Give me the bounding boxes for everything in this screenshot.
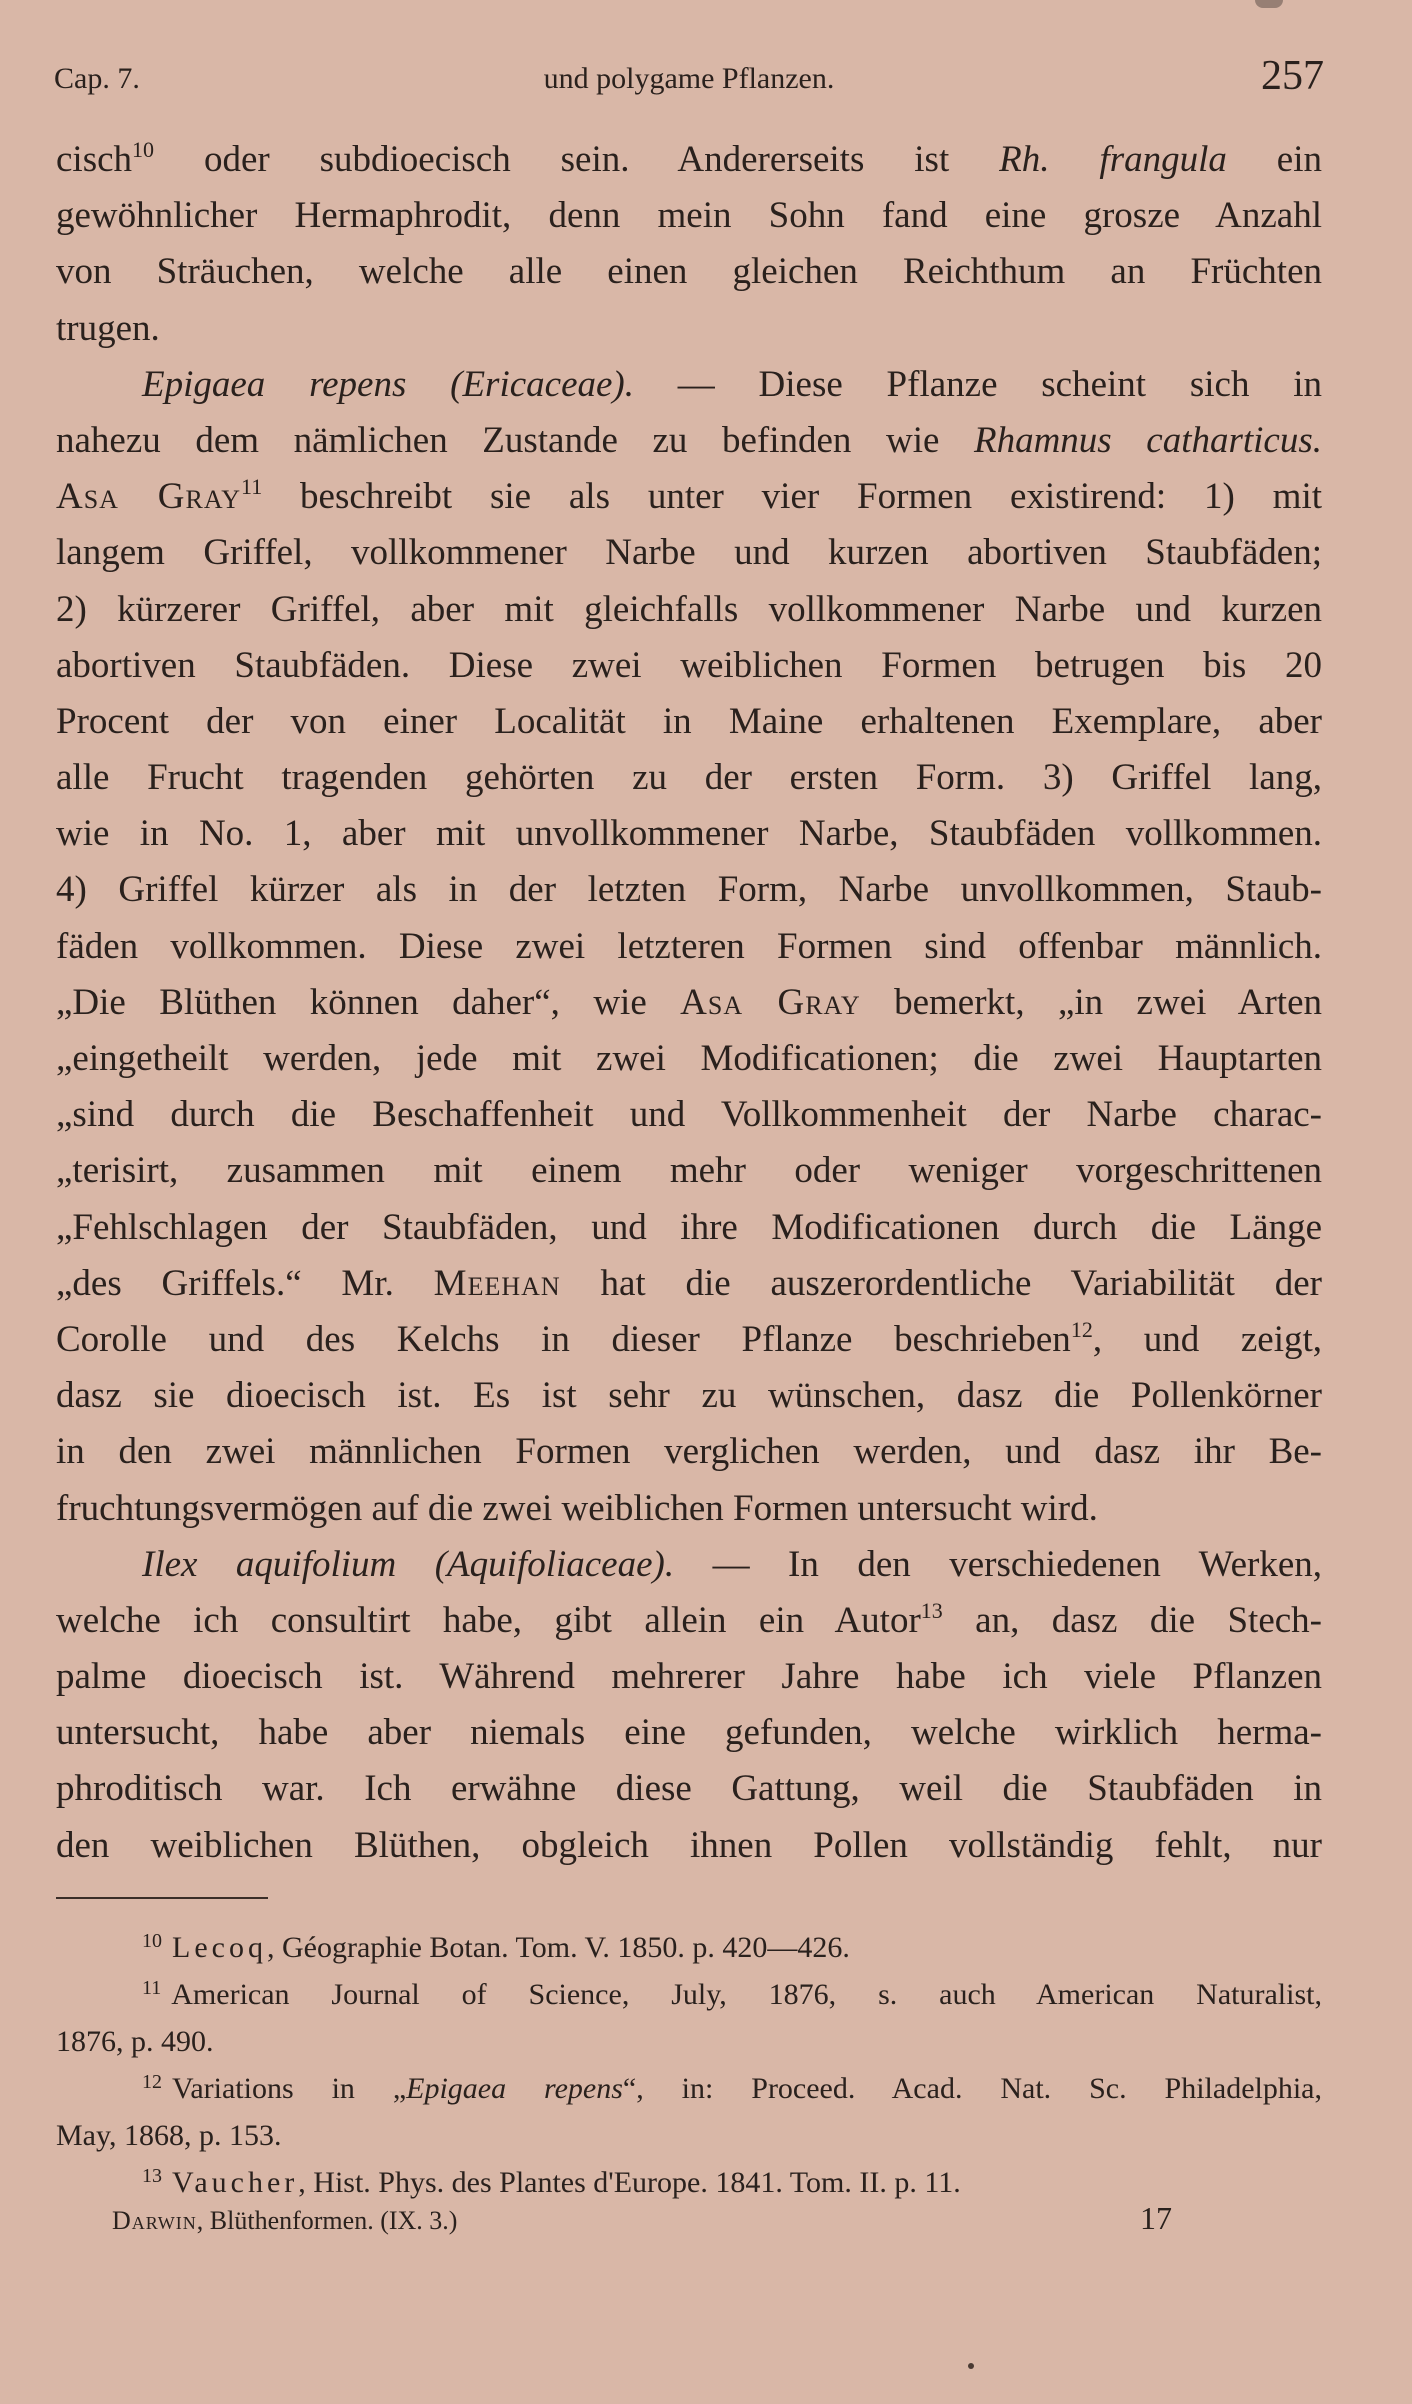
text-line: „des Griffels.“ Mr. Meehan hat die auszerordentliche Variabilität der (56, 1262, 1322, 1304)
text-line: fäden vollkommen. Diese zwei letzteren Formen sind offenbar männlich. (56, 925, 1322, 967)
text-line: nahezu dem nämlichen Zustande zu befinden wie Rhamnus catharticus. (56, 419, 1322, 461)
page-number: 257 (1261, 53, 1324, 99)
text-line: wie in No. 1, aber mit unvollkommener Narbe, Staubfäden vollkommen. (56, 813, 1322, 855)
text-line: 2) kürzerer Griffel, aber mit gleichfalls vollkommener Narbe und kurzen (56, 588, 1322, 630)
text-line: fruchtungsvermögen auf die zwei weiblichen Formen untersucht wird. (56, 1487, 1098, 1529)
text-line: in den zwei männlichen Formen verglichen werden, und dasz ihr Be- (56, 1431, 1322, 1473)
text-line: palme dioecisch ist. Während mehrerer Jahre habe ich viele Pflanzen (56, 1656, 1322, 1698)
footnote-12-cont: May, 1868, p. 153. (56, 2119, 282, 2152)
text-line: gewöhnlicher Hermaphrodit, denn mein Sohn fand eine grosze Anzahl (56, 195, 1322, 237)
footnote-ref[interactable]: 13 (920, 1597, 943, 1623)
footnote-10: $^{10}$ Lecoq, Géographie Botan. Tom. V. 1850. p. 420—426. (142, 1930, 850, 1964)
text-line: von Sträuchen, welche alle einen gleichen Reichthum an Früchten (56, 251, 1322, 293)
text-line: phroditisch war. Ich erwähne diese Gattung, weil die Staubfäden in (56, 1768, 1322, 1810)
footnote-11: $^{11}$ American Journal of Science, July, 1876, s. auch American Naturalist, (142, 1977, 1322, 2011)
text-line: Corolle und des Kelchs in dieser Pflanze beschrieben$^{12}$, und zeigt, (56, 1316, 1322, 1360)
author-name: Asa Gray (56, 476, 242, 518)
text-line: welche ich consultirt habe, gibt allein ein Autor$^{13}$ an, dasz die Stech- (56, 1597, 1322, 1641)
text-line: 4) Griffel kürzer als in der letzten Form, Narbe unvollkommen, Staub- (56, 869, 1322, 911)
footnote-divider (56, 1897, 268, 1899)
signature-text: Darwin, Blüthenformen. (IX. 3.) (112, 2206, 458, 2235)
text-line: Ilex aquifolium (Aquifoliaceae). — In den verschiedenen Werken, (142, 1543, 1322, 1585)
footnote-13: $^{13}$ Vaucher, Hist. Phys. des Plantes d'Europe. 1841. Tom. II. p. 11. (142, 2165, 961, 2199)
author-name: Asa Gray (680, 981, 861, 1023)
ink-speck (968, 2363, 974, 2369)
footnote-ref[interactable]: 11 (241, 474, 263, 500)
text-line: „sind durch die Beschaffenheit und Vollkommenheit der Narbe charac- (56, 1094, 1322, 1136)
footnote-ref[interactable]: 12 (1070, 1316, 1093, 1342)
species-heading: Ilex aquifolium (Aquifoliaceae). (142, 1543, 675, 1585)
running-title: und polygame Pflanzen. (543, 62, 835, 95)
text-line: „terisirt, zusammen mit einem mehr oder weniger vorgeschrittenen (56, 1150, 1322, 1192)
main-text (56, 132, 1322, 1874)
printer-signature (112, 2200, 1172, 2240)
author-name: Meehan (433, 1262, 561, 1304)
text-line: „Fehlschlagen der Staubfäden, und ihre Modificationen durch die Länge (56, 1206, 1322, 1248)
text-line: den weiblichen Blüthen, obgleich ihnen Pollen vollständig fehlt, nur (56, 1824, 1322, 1866)
text-line: Asa Gray$^{11}$ beschreibt sie als unter vier Formen existirend: 1) mit (56, 474, 1322, 518)
footnote-12: $^{12}$ Variations in „Epigaea repens“, in: Proceed. Acad. Nat. Sc. Philadelphia, (142, 2071, 1322, 2105)
running-header (54, 52, 1324, 112)
text-line: cisch$^{10}$ oder subdioecisch sein. Andererseits ist Rh. frangula ein (56, 137, 1322, 180)
text-line: „eingetheilt werden, jede mit zwei Modificationen; die zwei Hauptarten (56, 1038, 1322, 1079)
chapter-label: Cap. 7. (54, 62, 140, 95)
sheet-number: 17 (1140, 2200, 1172, 2236)
text-line: Procent der von einer Localität in Maine erhaltenen Exemplare, aber (56, 700, 1322, 742)
text-line: Epigaea repens (Ericaceae). — Diese Pflanze scheint sich in (142, 363, 1322, 405)
footnote-11-cont: 1876, p. 490. (56, 2025, 214, 2058)
text-line: langem Griffel, vollkommener Narbe und kurzen abortiven Staubfäden; (56, 532, 1322, 574)
text-line: alle Frucht tragenden gehörten zu der ersten Form. 3) Griffel lang, (56, 757, 1322, 799)
text-line: dasz sie dioecisch ist. Es ist sehr zu wünschen, dasz die Pollenkörner (56, 1375, 1322, 1417)
text-line: abortiven Staubfäden. Diese zwei weiblichen Formen betrugen bis 20 (56, 644, 1322, 686)
text-line: trugen. (56, 307, 160, 349)
species-heading: Epigaea repens (Ericaceae). (142, 363, 634, 405)
footnotes (56, 1924, 1322, 2206)
page-stain (1255, 0, 1283, 8)
footnote-ref[interactable]: 10 (132, 137, 155, 162)
text-line: „Die Blüthen können daher“, wie Asa Gray bemerkt, „in zwei Arten (56, 981, 1322, 1023)
text-line: untersucht, habe aber niemals eine gefunden, welche wirklich herma- (56, 1712, 1322, 1754)
